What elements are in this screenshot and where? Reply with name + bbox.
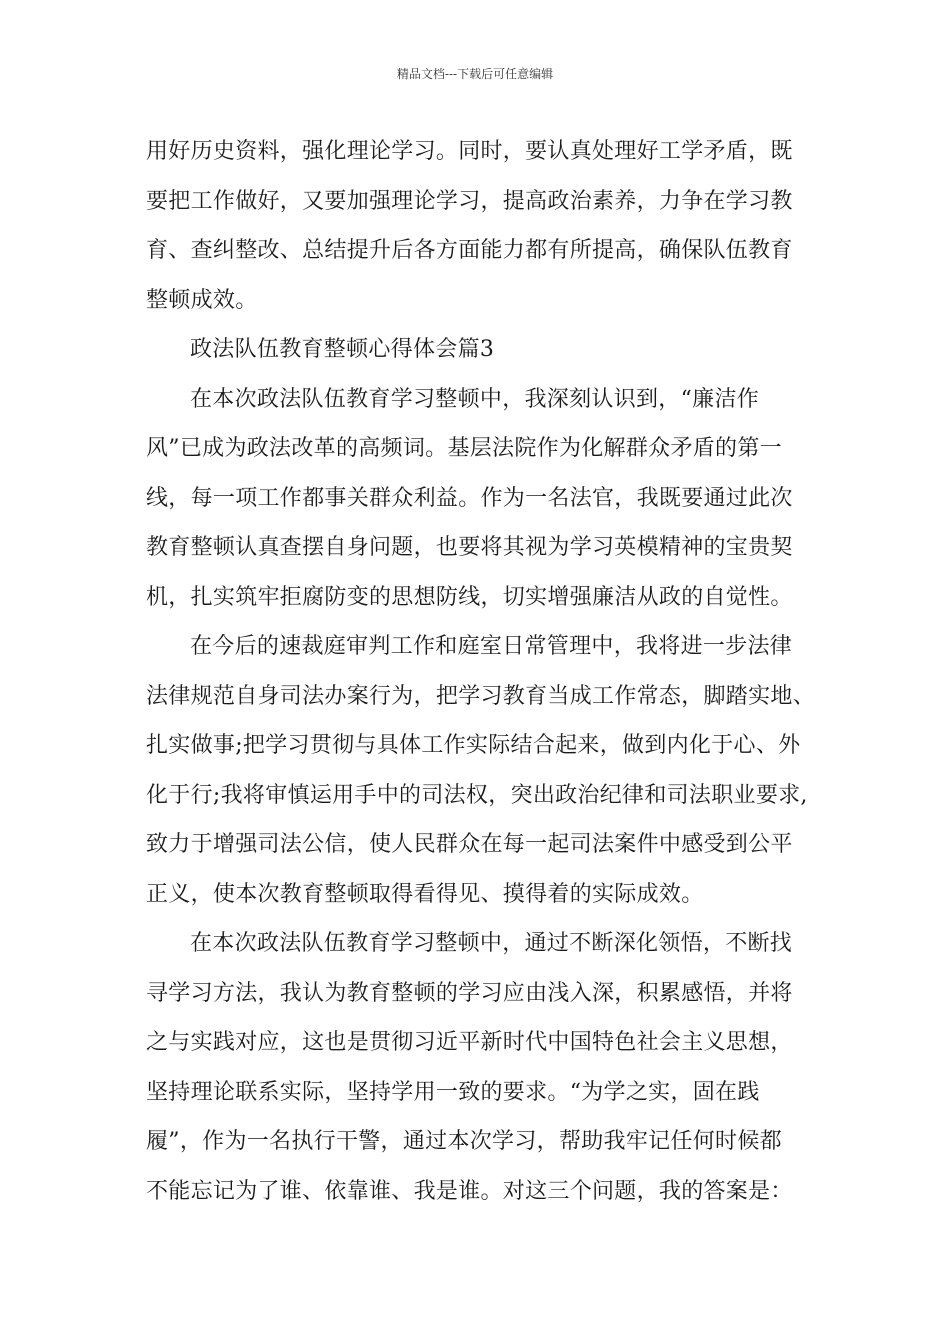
text-line: 坚持理论联系实际，坚持学用一致的要求。“为学之实，固在践	[146, 1079, 760, 1105]
document-body	[146, 127, 818, 1216]
page-header: 精品文档---下载后可任意编辑	[396, 67, 554, 81]
text-line: 教育整顿认真查摆自身问题，也要将其视为学习英模精神的宝贵契	[146, 535, 793, 560]
text-line: 用好历史资料，强化理论学习。同时，要认真处理好工学矛盾，既	[146, 139, 793, 164]
text-line: 在本次政法队伍教育学习整顿中，通过不断深化领悟，不断找	[190, 931, 793, 956]
text-line: 法律规范自身司法办案行为，把学习教育当成工作常态，脚踏实地、	[146, 683, 816, 709]
text-line: 致力于增强司法公信，使人民群众在每一起司法案件中感受到公平	[146, 832, 793, 857]
text-line: 整顿成效。	[146, 287, 258, 313]
text-line: 要把工作做好，又要加强理论学习，提高政治素养，力争在学习教	[146, 188, 793, 214]
text-line: 机，扎实筑牢拒腐防变的思想防线，切实增强廉洁从政的自觉性。	[146, 584, 793, 610]
text-line: 履”，作为一名执行干警，通过本次学习，帮助我牢记任何时候都	[146, 1129, 782, 1154]
section-title: 政法队伍教育整顿心得体会篇3	[190, 337, 495, 362]
text-line: 之与实践对应，这也是贯彻习近平新时代中国特色社会主义思想，	[146, 1030, 793, 1055]
text-line: 风”已成为政法改革的高频词。基层法院作为化解群众矛盾的第一	[146, 436, 782, 461]
text-line: 扎实做事;把学习贯彻与具体工作实际结合起来，做到内化于心、外	[146, 733, 801, 758]
text-line: 正义，使本次教育整顿取得看得见、摸得着的实际成效。	[146, 881, 704, 907]
text-line: 寻学习方法，我认为教育整顿的学习应由浅入深，积累感悟，并将	[146, 980, 793, 1006]
text-line: 育、查纠整改、总结提升后各方面能力都有所提高，确保队伍教育	[146, 238, 793, 263]
text-line: 化于行;我将审慎运用手中的司法权，突出政治纪律和司法职业要求,	[146, 782, 808, 808]
text-line: 不能忘记为了谁、依靠谁、我是谁。对这三个问题，我的答案是：	[146, 1178, 793, 1204]
text-line: 在本次政法队伍教育学习整顿中，我深刻认识到，“廉洁作	[190, 386, 760, 412]
text-line: 在今后的速裁庭审判工作和庭室日常管理中，我将进一步法律	[190, 634, 793, 659]
text-line: 线，每一项工作都事关群众利益。作为一名法官，我既要通过此次	[146, 485, 793, 511]
